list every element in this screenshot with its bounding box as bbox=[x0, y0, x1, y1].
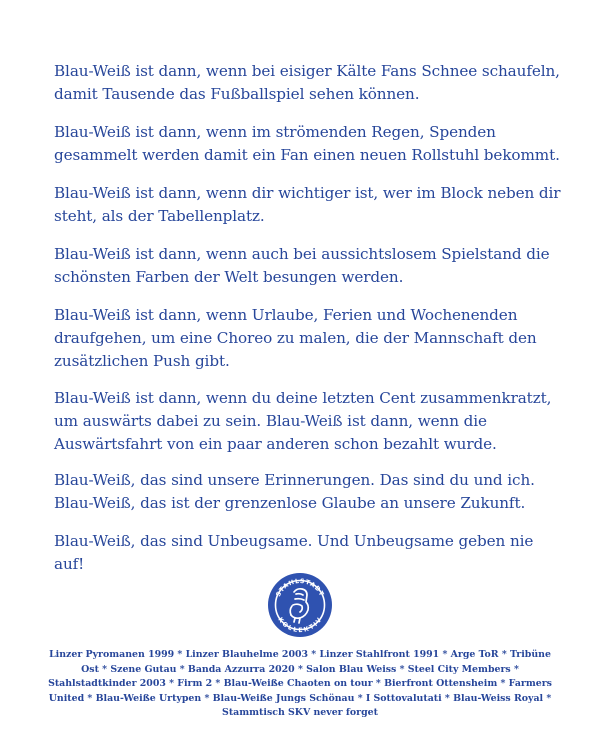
paragraph-7: Blau-Weiß, das sind unsere Erinnerungen. Das sind du und ich. Blau-Weiß, das ist der grenzenlose Glaube an unsere Zukunft. bbox=[54, 471, 535, 512]
paragraph-8: Blau-Weiß, das sind Unbeugsame. Und Unbeugsame geben nie auf! bbox=[54, 532, 534, 573]
fan-clubs-footer: Linzer Pyromanen 1999 * Linzer Blauhelme 2003 * Linzer Stahlfront 1991 * Arge ToR * Tribüne Ost * Szene Gutau * Banda Azzurra 2020 * Salon Blau Weiss * Steel City Members * Stahlstadtkinder 2003 * Firm 2 * Blau-Weiße Chaoten on tour * Bierfront Ottensheim * Farmers United * Blau-Weiße Urtypen * Blau-Weiße Jungs Schönau * I Sottovalutati * Blau-Weiss Royal * Stammtisch SKV never forget bbox=[48, 649, 552, 718]
paragraph-1: Blau-Weiß ist dann, wenn bei eisiger Kälte Fans Schnee schaufeln, damit Tausende das Fußballspiel sehen können. bbox=[54, 62, 560, 103]
logo-top-text: STAHLSTADT bbox=[274, 577, 326, 598]
paragraph-6: Blau-Weiß ist dann, wenn du deine letzten Cent zusammenkratzt, um auswärts dabei zu sein. Blau-Weiß ist dann, wenn die Auswärtsfahrt von ein paar anderen schon bezahlt wurde. bbox=[54, 389, 552, 453]
logo-bottom-text: KOLLEKTIV bbox=[276, 616, 324, 635]
paragraph-3: Blau-Weiß ist dann, wenn dir wichtiger ist, wer im Block neben dir steht, als der Tabellenplatz. bbox=[54, 184, 561, 225]
paragraph-4: Blau-Weiß ist dann, wenn auch bei aussichtslosem Spielstand die schönsten Farben der Welt besungen werden. bbox=[54, 245, 550, 286]
paragraph-2: Blau-Weiß ist dann, wenn im strömenden Regen, Spenden gesammelt werden damit ein Fan einen neuen Rollstuhl bekommt. bbox=[54, 123, 560, 164]
stahlstadt-kollektiv-logo bbox=[267, 572, 333, 638]
paragraph-5: Blau-Weiß ist dann, wenn Urlaube, Ferien und Wochenenden draufgehen, um eine Choreo zu malen, die der Mannschaft den zusätzlichen Push gibt. bbox=[54, 306, 537, 370]
